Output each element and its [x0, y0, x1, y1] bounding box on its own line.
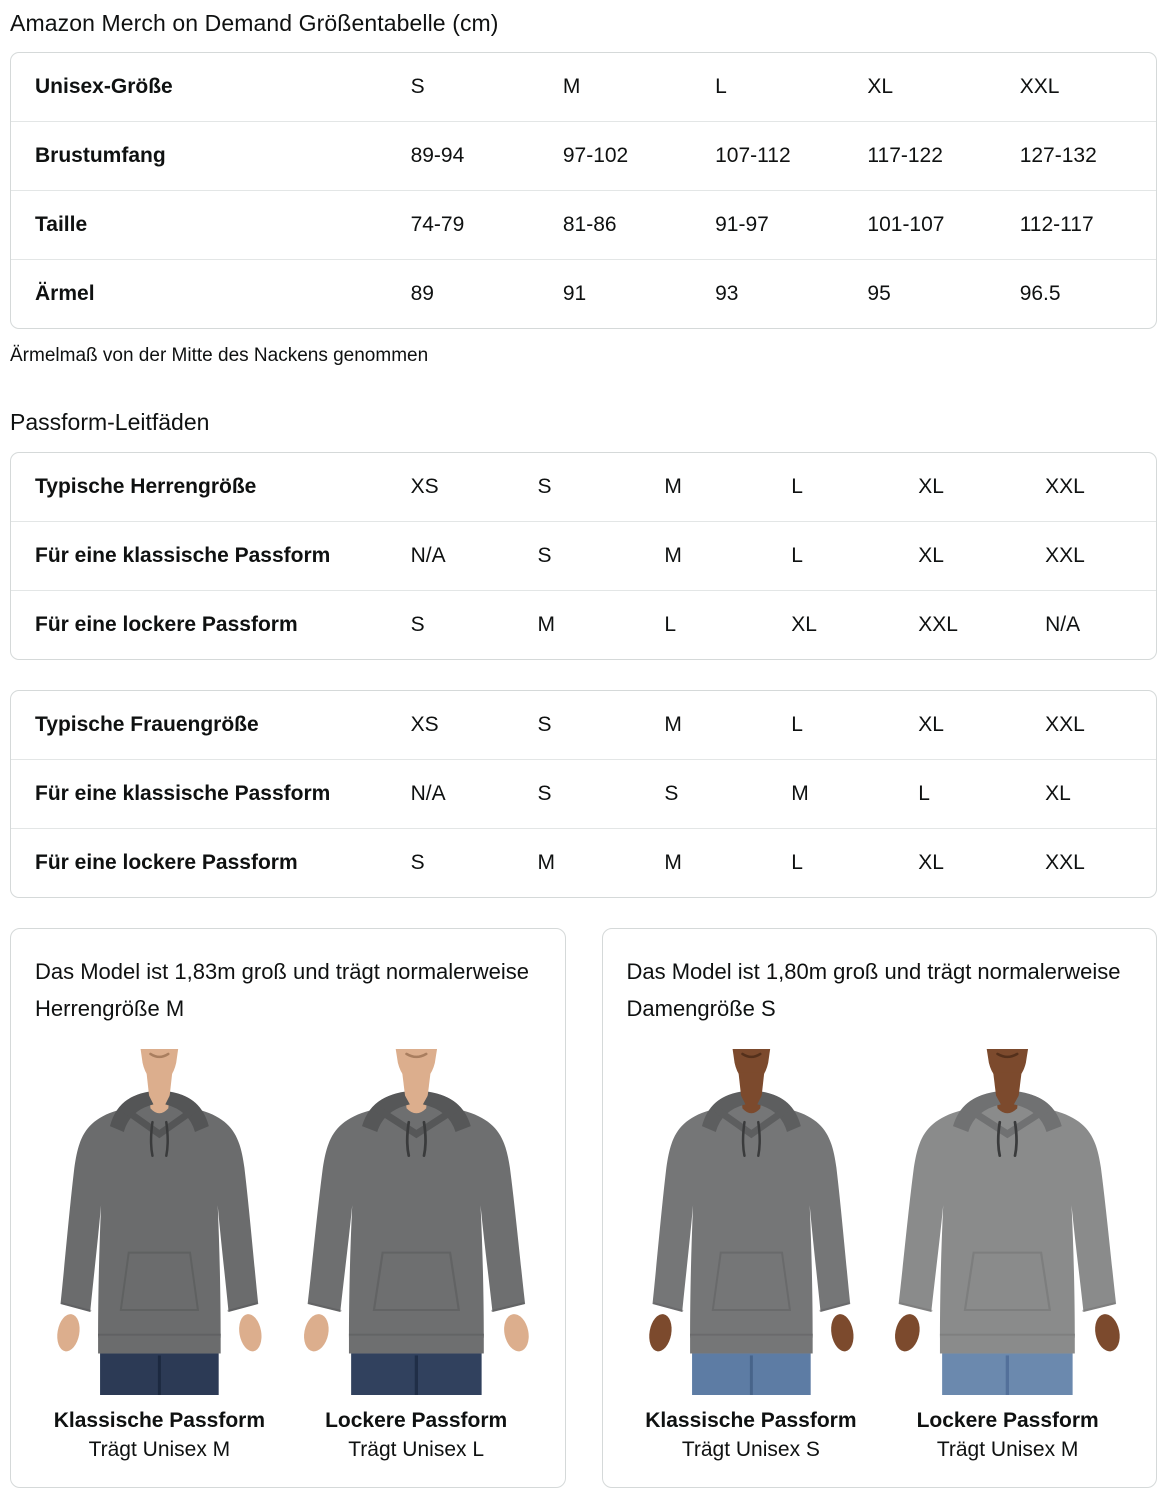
sleeve-measure-footnote: Ärmelmaß von der Mitte des Nackens genommen [10, 345, 429, 366]
size-value: S [521, 522, 648, 591]
table-row [11, 453, 1156, 522]
size-value: 89 [395, 260, 547, 329]
size-value: 117-122 [851, 122, 1003, 191]
size-value: XXL [1045, 713, 1085, 736]
size-value: 96.5 [1004, 260, 1156, 329]
table-row [11, 691, 1156, 760]
size-value: 81-86 [547, 191, 699, 260]
row-label: Für eine lockere Passform [11, 829, 395, 898]
size-value: S [395, 591, 522, 660]
table-row [11, 191, 1156, 260]
size-value: XXL [1029, 829, 1156, 898]
female-model-description: Das Model ist 1,80m groß und trägt normalerweise Damengröße S [626, 959, 1121, 1021]
fit-type-label: Lockere Passform [916, 1409, 1099, 1432]
male-classic-fit-figure [35, 1049, 284, 1465]
male-model-card [10, 928, 566, 1488]
size-value: 91 [547, 260, 699, 329]
size-value: L [902, 760, 1029, 829]
row-label: Typische Herrengröße [35, 475, 257, 498]
row-label: Unisex-Größe [35, 75, 173, 98]
row-label: Typische Frauengröße [35, 713, 259, 736]
mens-fit-table [10, 452, 1157, 660]
size-value: 95 [851, 260, 1003, 329]
size-value: 93 [699, 260, 851, 329]
size-value: M [775, 760, 902, 829]
size-value: XS [410, 475, 439, 498]
table-row [11, 522, 1156, 591]
size-value: L [791, 713, 803, 736]
row-label: Für eine klassische Passform [11, 760, 395, 829]
table-row [11, 829, 1156, 898]
size-value: XL [902, 522, 1029, 591]
size-value: XL [1029, 760, 1156, 829]
size-value: S [648, 760, 775, 829]
size-value: 91-97 [699, 191, 851, 260]
size-value: L [775, 522, 902, 591]
size-value: L [791, 475, 803, 498]
table-row [11, 760, 1156, 829]
row-label: Taille [11, 191, 395, 260]
size-value: 107-112 [699, 122, 851, 191]
size-value: XL [775, 591, 902, 660]
row-label: Brustumfang [11, 122, 395, 191]
female-figures-row [627, 1049, 1133, 1465]
male-classic-fit-photo [35, 1049, 284, 1395]
model-example-cards [10, 928, 1157, 1488]
female-loose-fit-photo [871, 1049, 1145, 1395]
size-value: S [395, 829, 522, 898]
size-value: L [775, 829, 902, 898]
male-loose-fit-figure [292, 1049, 541, 1465]
size-value: N/A [395, 522, 522, 591]
row-label: Ärmel [11, 260, 395, 329]
female-model-card [602, 928, 1158, 1488]
fit-guides-heading: Passform-Leitfäden [10, 409, 210, 435]
fit-type-label: Klassische Passform [645, 1409, 857, 1432]
fit-type-label: Klassische Passform [53, 1409, 266, 1432]
table-row [11, 260, 1156, 329]
size-value: N/A [395, 760, 522, 829]
female-loose-fit-figure [883, 1049, 1132, 1465]
table-row [11, 122, 1156, 191]
size-value: M [664, 713, 682, 736]
size-value: M [562, 75, 581, 98]
unisex-size-table [10, 52, 1157, 329]
size-value: XL [902, 829, 1029, 898]
fit-type-label: Lockere Passform [325, 1409, 508, 1432]
womens-fit-table [10, 690, 1157, 898]
size-value: M [648, 522, 775, 591]
size-value: L [715, 75, 727, 98]
size-value: XL [918, 713, 944, 736]
size-value: 127-132 [1004, 122, 1156, 191]
page-title: Amazon Merch on Demand Größentabelle (cm) [10, 10, 499, 36]
male-model-description: Das Model ist 1,83m groß und trägt normalerweise Herrengröße M [35, 959, 529, 1021]
size-value: XXL [902, 591, 1029, 660]
size-value: S [537, 475, 552, 498]
size-value: S [521, 760, 648, 829]
size-value: XS [410, 713, 439, 736]
male-figures-row [35, 1049, 541, 1465]
size-value: XL [867, 75, 894, 98]
size-value: 74-79 [395, 191, 547, 260]
size-value: 112-117 [1004, 191, 1156, 260]
row-label: Für eine klassische Passform [11, 522, 395, 591]
size-value: M [664, 475, 682, 498]
size-value: L [648, 591, 775, 660]
size-value: M [521, 829, 648, 898]
size-value: XXL [1029, 522, 1156, 591]
size-value: M [648, 829, 775, 898]
male-loose-fit-photo [279, 1049, 553, 1395]
size-value: XXL [1045, 475, 1085, 498]
size-value: S [410, 75, 425, 98]
size-value: XXL [1019, 75, 1060, 98]
female-classic-fit-figure [627, 1049, 876, 1465]
wears-size-label: Trägt Unisex M [936, 1438, 1079, 1461]
size-value: N/A [1029, 591, 1156, 660]
row-label: Für eine lockere Passform [11, 591, 395, 660]
table-row [11, 591, 1156, 660]
size-value: 89-94 [395, 122, 547, 191]
wears-size-label: Trägt Unisex M [88, 1438, 231, 1461]
size-value: M [521, 591, 648, 660]
size-value: XL [918, 475, 944, 498]
wears-size-label: Trägt Unisex L [348, 1438, 485, 1461]
female-classic-fit-photo [627, 1049, 876, 1395]
table-row [11, 53, 1156, 122]
size-value: 101-107 [851, 191, 1003, 260]
wears-size-label: Trägt Unisex S [681, 1438, 820, 1461]
size-value: S [537, 713, 552, 736]
size-value: 97-102 [547, 122, 699, 191]
